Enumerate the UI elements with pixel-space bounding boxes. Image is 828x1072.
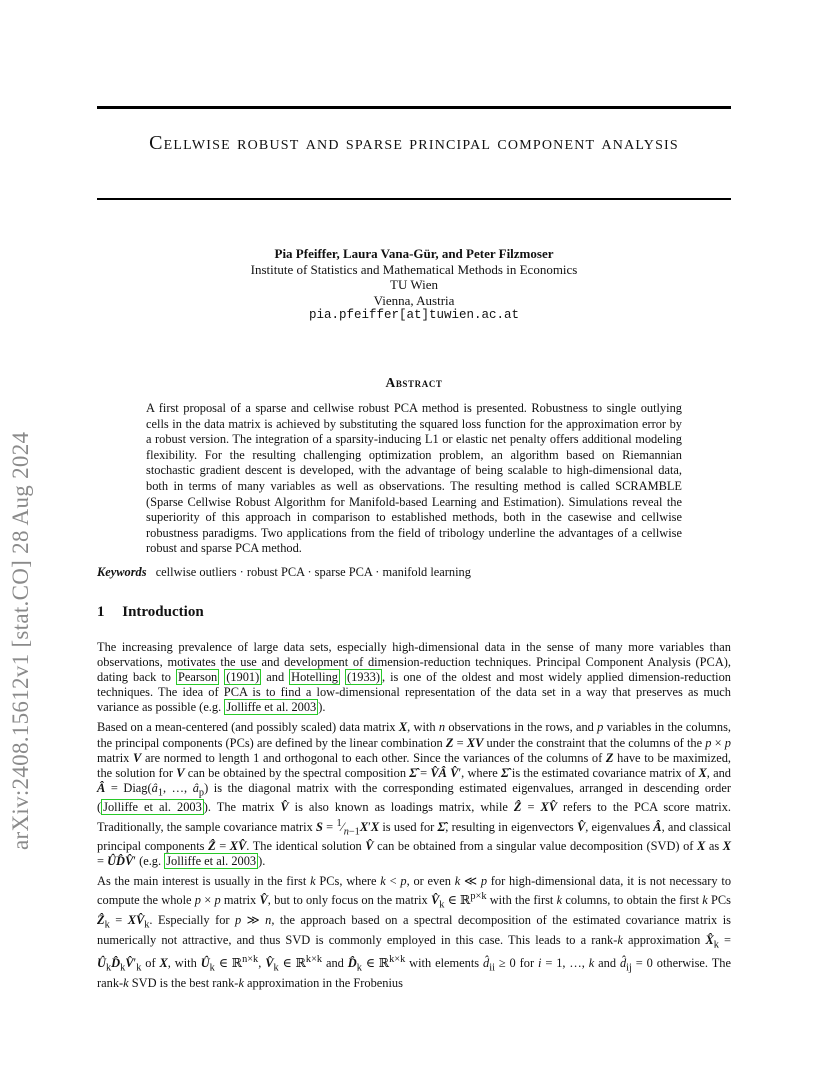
author-block [97,246,731,324]
abstract-text: A first proposal of a sparse and cellwise robust PCA method is presented. Robustness to single outlying cells in the data matrix is achieved by substituting the squared loss function for the approximation error by a robust version. The integration of a sparsity-inducing L1 or elastic net penalty offers additional modeling flexibility. For the resulting challenging optimization problem, an algorithm based on Riemannian stochastic gradient descent is developed, with the advantage of being scalable to high-dimensional data, both in terms of many variables as well as observations. The resulting method is called SCRAMBLE (Sparse Cellwise Robust Algorithm for Manifold-based Learning and Estimation). Simulations reveal the superiority of this approach in comparison to established methods, both in the casewise and cellwise robustness paradigms. Two applications from the field of tribology underline the advantages of a cellwise robust and sparse PCA method. [146,401,682,556]
citation-link[interactable]: Pearson [177,670,218,685]
citation-link[interactable]: (1933) [346,670,381,685]
paragraph: The increasing prevalence of large data sets, especially high-dimensional data in the sense of many more variables than observations, motivates the use and development of dimension-reduction techniques. Principal Component Analysis (PCA), dating back to Pearson (1901) and Hotelling (1933) , is one of the oldest and most widely applied dimension-reduction techniques. The idea of PCA is to find a low-dimensional representation of the data set in a way that preserves as much variance as possible (e.g. Jolliffe et al. 2003 ). [97,640,731,715]
title-top-rule [97,106,731,109]
citation-link[interactable]: (1901) [226,670,260,685]
citation-link[interactable]: Jolliffe et al. 2003 [103,800,202,815]
paper-title: Cellwise robust and sparse principal component analysis [149,132,679,154]
author-email[interactable]: pia.pfeiffer[at]tuwien.ac.at [308,308,520,322]
arxiv-identifier[interactable]: arXiv:2408.15612v1 [stat.CO] 28 Aug 2024 [8,431,33,850]
abstract-heading: Abstract [385,375,443,390]
paragraph: Based on a mean-centered (and possibly scaled) data matrix X, with n observations in the rows, and p variables in the columns, the principal components (PCs) are defined by the linear combination Z = XV under the constraint that the columns of the p × p matrix V are normed to length 1 and orthogonal to each other. Since the variances of the columns of Z have to be maximized, the solution for V can be obtained by the spectral composition Σ̂ = V̂Â V̂′, where Σ̂ is the estimated covariance matrix of X, and Â = $Diag(â_1$, …, $â_p$) is the diagonal matrix with the corresponding estimated eigenvalues, arranged in descending order ( Jolliffe et al. 2003 ). The matrix V̂ is also known as loadings matrix, while Ẑ = XV̂ refers to the PCA score matrix. Traditionally, the sample covariance matrix $S = ^1⁄_{n-1}X'X$ is used for Σ̂, resulting in eigenvectors V̂, eigenvalues Â, and classical principal components Ẑ = XV̂. The identical solution V̂ can be obtained from a singular value decomposition (SVD) of X as X = ÛD̂V̂′ (e.g. Jolliffe et al. 2003 ). [97,720,732,869]
keywords-text: cellwise outliers · robust PCA · sparse PCA · manifold learning [155,565,471,579]
citation-link[interactable]: Jolliffe et al. 2003 [166,854,257,869]
paragraph: As the main interest is usually in the first k PCs, where k < p, or even k ≪ p for high-dimensional data, it is not necessary to compute the whole p × p matrix V̂, but to only focus on the matrix $V̂_k$ ∈ ℝ$^{p\times k}$ with the first k columns, to obtain the first k PCs Ẑ$_k$ = $XV̂_k$. Especially for p ≫ n, the approach based on a spectral decomposition of the estimated covariance matrix is numerically not attractive, and thus SVD is commonly employed in this case. This leads to a rank-k approximation $X̂_k$ = $Û_kD̂_kV̂'_k$ of X, with $Û_k$ ∈ ℝ$^{n\times k}$, $V̂_k$ ∈ ℝ$^{k\times k}$ and $D̂_k$ ∈ ℝ$^{k\times k}$ with elements $d̂_{ii} \ge 0$ for i = 1, …, k and $d̂_{ij} = 0$ otherwise. The rank-k SVD is the best rank-k approximation in the Frobenius [97,874,732,990]
author-location: Vienna, Austria [373,292,455,308]
author-institute: Institute of Statistics and Mathematical Methods in Economics [250,261,578,277]
keywords-line [97,565,731,580]
author-university: TU Wien [390,277,438,292]
title-bottom-rule [97,198,731,200]
keywords-label: Keywords [97,565,147,579]
section-number: 1 [97,604,105,620]
citation-link[interactable]: Jolliffe et al. 2003 [226,700,317,715]
introduction-body [97,640,731,996]
author-names: Pia Pfeiffer, Laura Vana-Gür, and Peter Filzmoser [274,246,554,261]
section-title: Introduction [122,604,204,620]
section-heading [97,604,204,621]
citation-link[interactable]: Hotelling [291,670,338,685]
